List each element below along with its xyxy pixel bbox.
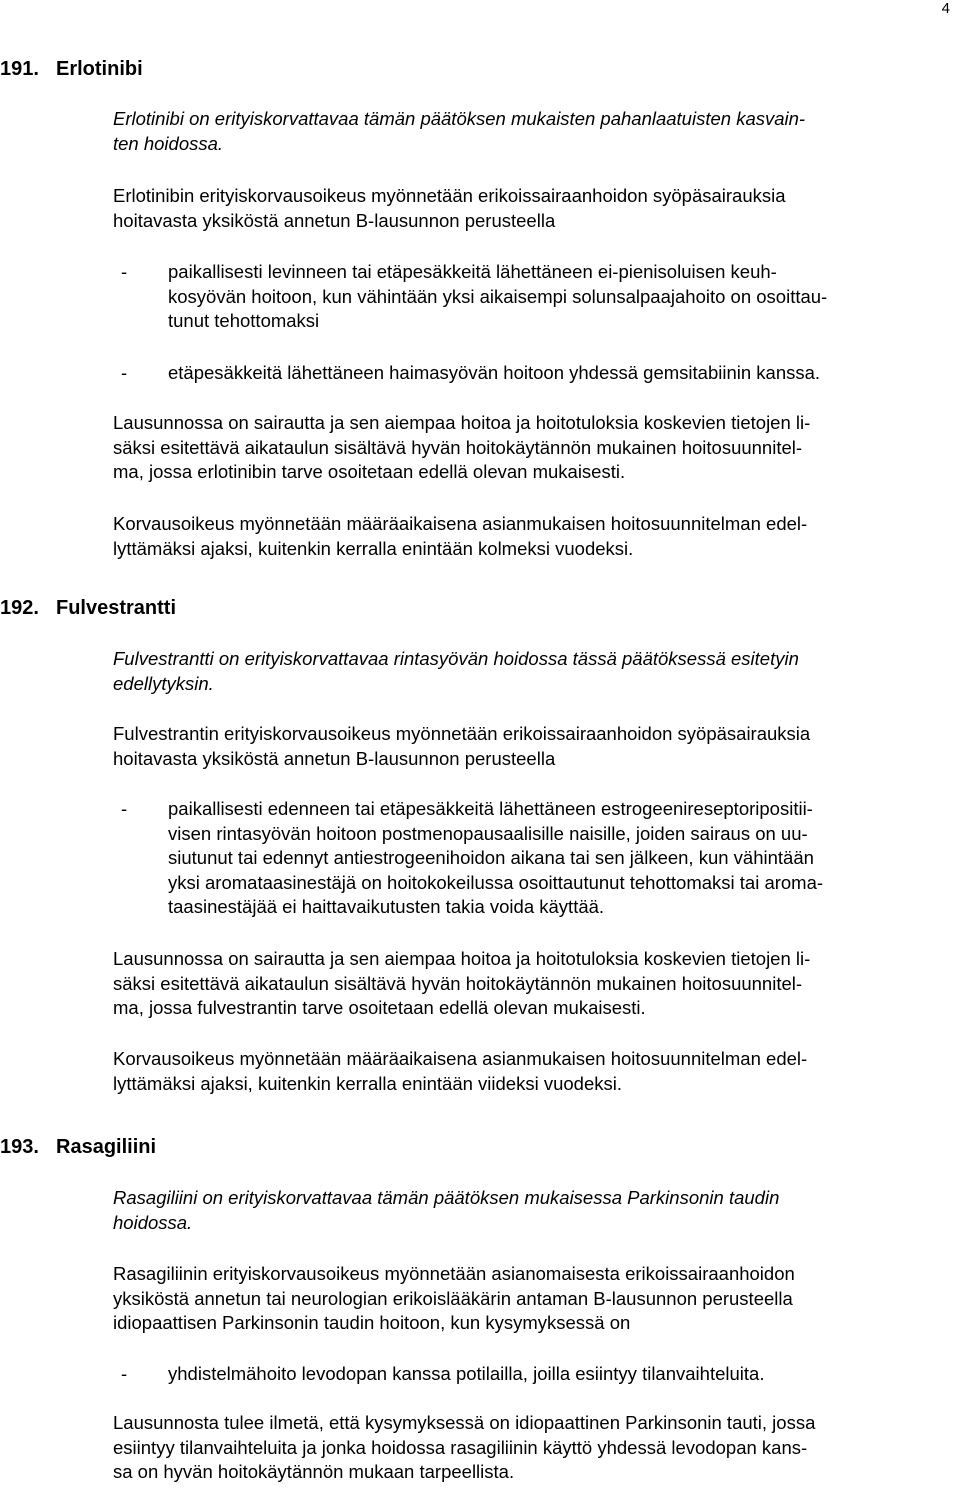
paragraph: Erlotinibin erityiskorvausoikeus myönnetään erikoissairaanhoidon syöpäsairauksia hoitavasta yksiköstä annetun B-lausunnon perusteella <box>113 185 786 231</box>
section-number: 191. <box>0 58 39 80</box>
section-heading-191 <box>0 58 143 81</box>
page-number: 4 <box>941 0 950 17</box>
paragraph: Lausunnosta tulee ilmetä, että kysymyksessä on idiopaattinen Parkinsonin tauti, jossa esiintyy tilanvaihteluita ja jonka hoidossa rasagiliinin käyttö yhdessä levodopan kans- sa on hyvän hoitokäytännön mukaan tarpeellista. <box>113 1412 816 1482</box>
paragraph: Rasagiliinin erityiskorvausoikeus myönnetään asianomaisesta erikoissairaanhoidon yksiköstä annetun tai neurologian erikoislääkärin antaman B-lausunnon perusteella idiopaattisen Parkinsonin taudin hoitoon, kun kysymyksessä on <box>113 1263 795 1333</box>
paragraph: Lausunnossa on sairautta ja sen aiempaa hoitoa ja hoitotuloksia koskevien tietojen li- säksi esitettävä aikataulun sisältävä hyvän hoitokäytännön mukainen hoitosuunnitel- ma, jossa fulvestrantin tarve osoitetaan edellä olevan mukaisesti. <box>113 948 811 1018</box>
paragraph: Korvausoikeus myönnetään määräaikaisena asianmukaisen hoitosuunnitelman edel- lyttämäksi ajaksi, kuitenkin kerralla enintään kolmeksi vuodeksi. <box>113 513 808 559</box>
list-item: - yhdistelmähoito levodopan kanssa potilailla, joilla esiintyy tilanvaihteluita. <box>121 1363 765 1384</box>
section-number: 192. <box>0 597 39 619</box>
section-title: Fulvestrantti <box>56 597 177 619</box>
paragraph: Korvausoikeus myönnetään määräaikaisena asianmukaisen hoitosuunnitelman edel- lyttämäksi ajaksi, kuitenkin kerralla enintään viideksi vuodeksi. <box>113 1048 808 1094</box>
paragraph: Fulvestrantin erityiskorvausoikeus myönnetään erikoissairaanhoidon syöpäsairauksia hoitavasta yksiköstä annetun B-lausunnon perusteella <box>113 723 811 769</box>
section-intro: Fulvestrantti on erityiskorvattavaa rintasyövän hoidossa tässä päätöksessä esitetyin edellytyksin. <box>113 648 799 694</box>
list-item: - paikallisesti levinneen tai etäpesäkkeitä lähettäneen ei-pienisoluisen keuh- kosyövän hoitoon, kun vähintään yksi aikaisempi solunsalpaajahoito on osoittau- tunut tehottomaksi <box>121 261 828 331</box>
section-title: Rasagiliini <box>56 1136 157 1158</box>
section-title: Erlotinibi <box>56 58 143 80</box>
list-item: - etäpesäkkeitä lähettäneen haimasyövän hoitoon yhdessä gemsitabiinin kanssa. <box>121 362 821 383</box>
section-heading-193 <box>0 1136 156 1159</box>
section-intro: Rasagiliini on erityiskorvattavaa tämän päätöksen mukaisessa Parkinsonin taudin hoidossa. <box>113 1187 780 1233</box>
section-intro: Erlotinibi on erityiskorvattavaa tämän päätöksen mukaisten pahanlaatuisten kasvain- ten hoidossa. <box>113 108 806 154</box>
paragraph: Lausunnossa on sairautta ja sen aiempaa hoitoa ja hoitotuloksia koskevien tietojen li- säksi esitettävä aikataulun sisältävä hyvän hoitokäytännön mukainen hoitosuunnitel- ma, jossa erlotinibin tarve osoitetaan edellä olevan mukaisesti. <box>113 412 811 482</box>
section-number: 193. <box>0 1136 39 1158</box>
list-item: - paikallisesti edenneen tai etäpesäkkeitä lähettäneen estrogeenireseptoripositii- visen rintasyövän hoitoon postmenopausaalisille naisille, joiden sairaus on uu- siutunut tai edennyt antiestrogeenihoidon aikana tai sen jälkeen, kun vähintään yksi aromataasinestäjä on hoitokokeilussa osoittautunut tehottomaksi tai aroma- taasinestäjää ei haittavaikutusten takia voida käyttää. <box>121 798 824 917</box>
section-heading-192 <box>0 597 176 620</box>
